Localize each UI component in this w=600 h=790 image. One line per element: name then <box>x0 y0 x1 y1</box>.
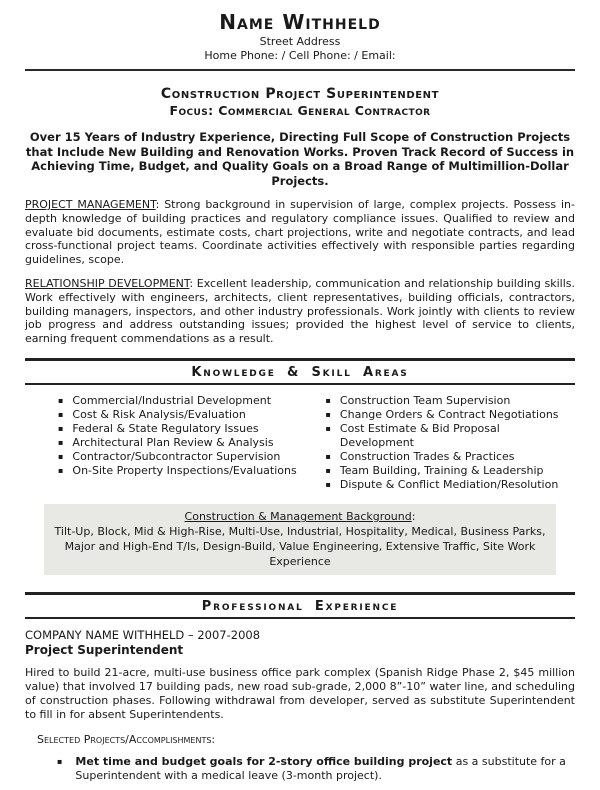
square-bullet-icon: ▪ <box>325 424 331 434</box>
skill-label: Cost Estimate & Bid Proposal Development <box>339 422 500 450</box>
skill-label: Team Building, Training & Leadership <box>339 464 544 478</box>
resume-title: Construction Project Superintendent <box>160 86 440 102</box>
skill-label: Change Orders & Contract Negotiations <box>339 408 559 422</box>
skill-item <box>326 422 576 450</box>
skill-label: Dispute & Conflict Mediation/Resolution <box>339 478 559 492</box>
skill-item <box>58 464 308 478</box>
section-header-professional-experience: Professional Experience <box>25 592 575 619</box>
paragraph-label: RELATIONSHIP DEVELOPMENT <box>25 277 190 291</box>
square-bullet-icon: ▪ <box>58 466 64 476</box>
candidate-name: Name Withheld <box>219 10 381 34</box>
skill-label: On-Site Property Inspections/Evaluations <box>72 464 297 478</box>
role-description: Hired to build 21-acre, multi-use business office park complex (Spanish Ridge Phase 2, $45 million value) that involved 17 building pads, new road sub-grade, 2,000 8”-10” water line, and scheduling of construction phases. Following withdrawal from developer, served as substitute Superintendent to fill in for absent Superintendents. <box>25 666 575 721</box>
square-bullet-icon: ▪ <box>58 410 64 420</box>
square-bullet-icon: ▪ <box>58 452 64 462</box>
construction-background-box <box>44 504 556 575</box>
square-bullet-icon: ▪ <box>58 424 64 434</box>
accomplishments-list <box>25 755 575 783</box>
accomplishment-text <box>75 755 575 783</box>
contact-line: Home Phone: / Cell Phone: / Email: <box>204 49 396 62</box>
skill-label: Cost & Risk Analysis/Evaluation <box>72 408 246 422</box>
accomplishment-bold: Met time and budget goals for 2-story office building project <box>75 754 453 768</box>
square-bullet-icon: ▪ <box>325 452 331 462</box>
accomplishment-item <box>57 755 575 783</box>
skill-list-left <box>25 394 308 492</box>
paragraph-label: PROJECT MANAGEMENT <box>25 198 156 212</box>
resume-header <box>25 10 575 71</box>
skill-item <box>58 422 308 436</box>
skill-item <box>326 450 576 464</box>
paragraph-text: : Excellent leadership, communication and relationship building skills. Work effectively with engineers, architects, client representatives, building officials, contractors, building managers, inspectors, and other industry professionals. Work jointly with clients to review job progress and address outstanding issues; provided the highest level of service to clients, earning frequent commendations as a result. <box>25 277 575 345</box>
skills-columns <box>25 394 575 492</box>
background-text: Tilt-Up, Block, Mid & High-Rise, Multi-Use, Industrial, Hospitality, Medical, Business Parks, Major and High-End T/Is, Design-Build, Value Engineering, Extensive Traffic, Site Work Experience <box>54 525 546 569</box>
accomplishment-rest: as a substitute for a Superintendent with a medical leave (3-month project). <box>75 754 566 782</box>
skill-label: Federal & State Regulatory Issues <box>72 422 259 436</box>
square-bullet-icon: ▪ <box>58 396 64 406</box>
skill-label: Commercial/Industrial Development <box>72 394 272 408</box>
section-header-knowledge-skill-areas: Knowledge & Skill Areas <box>25 358 575 385</box>
skill-label: Architectural Plan Review & Analysis <box>72 436 274 450</box>
background-colon: : <box>411 510 416 524</box>
paragraph-text: : Strong background in supervision of large, complex projects. Possess in-depth knowledge of building practices and regulatory compliance issues. Qualified to review and evaluate bid documents, estimate costs, chart projections, write and negotiate contracts, and lead cross-functional project teams. Coordinate activities effectively with responsible parties regarding guidelines, scope. <box>25 198 575 266</box>
title-block <box>25 86 575 119</box>
skill-label: Construction Trades & Practices <box>339 450 515 464</box>
skill-label: Construction Team Supervision <box>339 394 511 408</box>
square-bullet-icon: ▪ <box>325 396 331 406</box>
qualification-paragraph-project-management <box>25 198 575 266</box>
skill-list-right <box>308 394 576 492</box>
selected-projects-label: Selected Projects/Accomplishments: <box>37 732 216 746</box>
summary-paragraph: Over 15 Years of Industry Experience, Directing Full Scope of Construction Projects that Include New Building and Renovation Works. Proven Track Record of Success in Achieving Time, Budget, and Quality Goals on a Broad Range of Multimillion-Dollar Projects. <box>25 130 575 188</box>
background-title: Construction & Management Background <box>184 510 412 524</box>
skill-item <box>58 436 308 450</box>
square-bullet-icon: ▪ <box>325 466 331 476</box>
square-bullet-icon: ▪ <box>325 480 331 490</box>
qualification-paragraph-relationship-development <box>25 277 575 345</box>
company-line: COMPANY NAME WITHHELD – 2007-2008 <box>25 628 261 643</box>
skill-item <box>326 478 576 492</box>
square-bullet-icon: ▪ <box>58 438 64 448</box>
skill-item <box>326 464 576 478</box>
street-address: Street Address <box>259 35 341 48</box>
skill-item <box>58 394 308 408</box>
skill-label: Contractor/Subcontractor Supervision <box>72 450 281 464</box>
role-title: Project Superintendent <box>25 643 184 658</box>
resume-focus: Focus: Commercial General Contractor <box>169 103 431 118</box>
skill-item <box>326 394 576 408</box>
skill-item <box>58 450 308 464</box>
square-bullet-icon: ▪ <box>57 756 63 766</box>
header-divider <box>25 69 575 71</box>
skill-item <box>326 408 576 422</box>
square-bullet-icon: ▪ <box>325 410 331 420</box>
skill-item <box>58 408 308 422</box>
